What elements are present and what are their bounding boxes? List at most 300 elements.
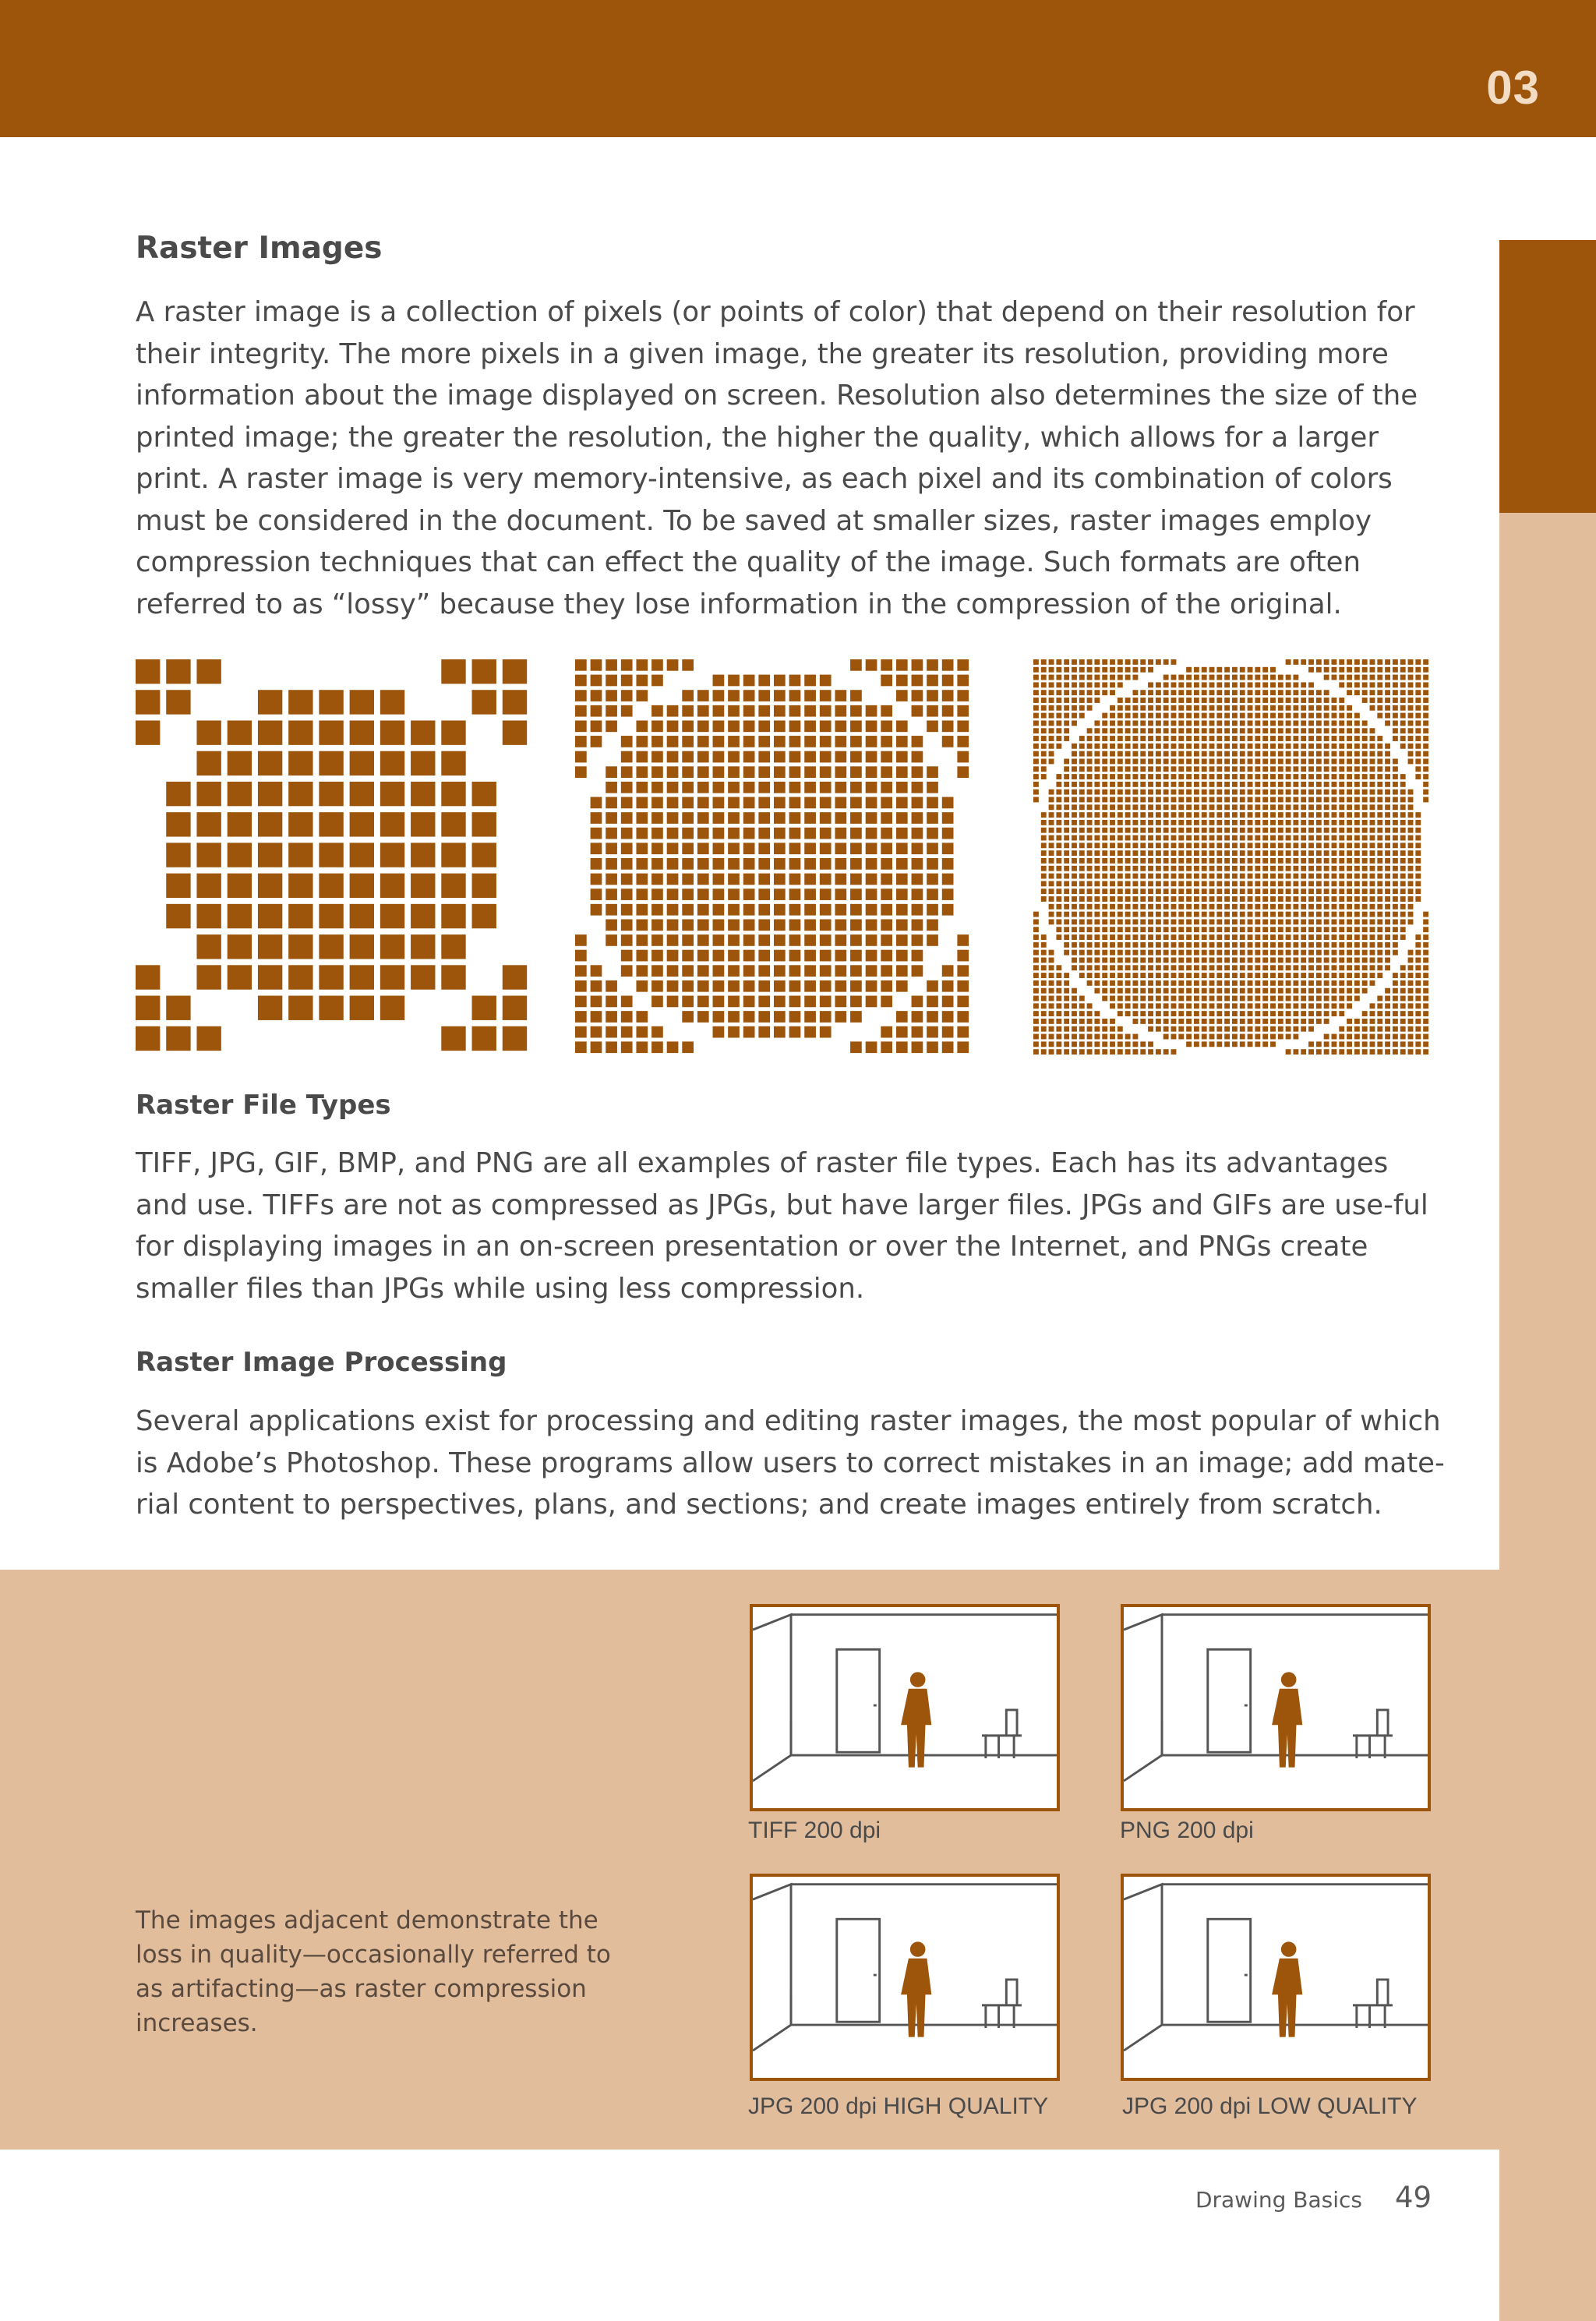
pixel-cell [1194, 812, 1199, 818]
pixel-cell [1370, 698, 1375, 703]
pixel-cell [1370, 881, 1375, 886]
pixel-cell [1232, 736, 1238, 741]
pixel-cell [1133, 1034, 1139, 1040]
pixel-cell [1049, 790, 1054, 795]
pixel-cell [651, 888, 663, 900]
pixel-cell [713, 843, 725, 854]
pixel-cell [411, 934, 435, 959]
pixel-cell [1316, 759, 1322, 765]
pixel-cell [1385, 675, 1390, 680]
pixel-cell [1125, 790, 1131, 795]
pixel-cell [136, 720, 160, 744]
pixel-cell [380, 904, 404, 928]
pixel-cell [1301, 950, 1306, 956]
pixel-cell [1408, 1034, 1414, 1040]
pixel-cell [1408, 835, 1414, 841]
pixel-cell [1156, 698, 1161, 703]
pixel-cell [350, 934, 374, 959]
pixel-cell [575, 980, 587, 992]
pixel-cell [1049, 996, 1054, 1002]
pixel-cell [1079, 896, 1085, 902]
pixel-cell [1324, 835, 1329, 841]
pixel-cell [835, 828, 846, 839]
pixel-cell [1301, 996, 1306, 1002]
pixel-cell [1339, 850, 1344, 856]
pixel-cell [1232, 744, 1238, 749]
pixel-cell [713, 751, 725, 763]
pixel-cell [1133, 850, 1139, 856]
pixel-cell [1148, 950, 1153, 956]
pixel-cell [1133, 812, 1139, 818]
pixel-cell [1102, 912, 1107, 917]
pixel-cell [1354, 843, 1360, 848]
pixel-cell [1102, 896, 1107, 902]
pixel-cell [1393, 927, 1398, 932]
pixel-cell [1209, 843, 1215, 848]
pixel-cell [1278, 835, 1284, 841]
pixel-cell [1240, 790, 1245, 795]
pixel-cell [1079, 912, 1085, 917]
pixel-cell [1278, 958, 1284, 963]
pixel-cell [1202, 736, 1207, 741]
pixel-cell [1079, 866, 1085, 871]
pixel-cell [1393, 728, 1398, 733]
pixel-grid-medium-resolution [575, 659, 973, 1057]
pixel-cell [1255, 1041, 1260, 1047]
pixel-cell [1347, 705, 1352, 711]
pixel-cell [1400, 1003, 1406, 1009]
pixel-cell [896, 934, 908, 946]
pixel-cell [1408, 1003, 1414, 1009]
pixel-cell [1194, 896, 1199, 902]
pixel-cell [1056, 996, 1061, 1002]
pixel-cell [1270, 720, 1276, 726]
pixel-cell [1423, 797, 1428, 803]
pixel-cell [636, 950, 648, 962]
pixel-cell [1240, 858, 1245, 864]
pixel-cell [820, 858, 832, 870]
pixel-cell [850, 934, 862, 946]
pixel-cell [1255, 1034, 1260, 1040]
pixel-grid-high-resolution [1033, 659, 1431, 1057]
pixel-cell [1400, 843, 1406, 848]
pixel-cell [866, 996, 877, 1008]
pixel-cell [1278, 1011, 1284, 1016]
pixel-cell [912, 904, 923, 916]
pixel-cell [1094, 675, 1100, 680]
pixel-cell [1194, 927, 1199, 932]
pixel-cell [728, 782, 740, 793]
pixel-cell [1148, 1049, 1153, 1055]
pixel-cell [912, 858, 923, 870]
pixel-cell [1232, 751, 1238, 757]
pixel-cell [713, 874, 725, 885]
pixel-cell [1148, 659, 1153, 665]
pixel-cell [1262, 858, 1268, 864]
pixel-cell [575, 705, 587, 717]
pixel-cell [1202, 759, 1207, 765]
pixel-cell [1362, 736, 1368, 741]
pixel-cell [1354, 675, 1360, 680]
pixel-cell [1308, 912, 1314, 917]
pixel-cell [1171, 751, 1177, 757]
pixel-cell [1262, 667, 1268, 673]
pixel-cell [1186, 804, 1192, 810]
pixel-cell [942, 858, 954, 870]
pixel-cell [1216, 950, 1222, 956]
pixel-cell [1255, 828, 1260, 833]
pixel-cell [1186, 728, 1192, 733]
pixel-cell [1064, 759, 1069, 765]
pixel-cell [1423, 790, 1428, 795]
pixel-cell [1377, 996, 1382, 1002]
pixel-cell [1286, 942, 1291, 948]
pixel-cell [1087, 881, 1093, 886]
pixel-cell [411, 965, 435, 989]
pixel-cell [1049, 667, 1054, 673]
pixel-cell [1354, 690, 1360, 695]
pixel-cell [1110, 888, 1115, 894]
pixel-cell [1209, 812, 1215, 818]
pixel-cell [1178, 927, 1184, 932]
pixel-cell [1270, 888, 1276, 894]
pixel-cell [1286, 790, 1291, 795]
pixel-cell [1248, 766, 1253, 772]
pixel-cell [1362, 850, 1368, 856]
pixel-cell [1324, 1034, 1329, 1040]
pixel-cell [380, 996, 404, 1020]
pixel-cell [1370, 682, 1375, 687]
pixel-cell [1316, 790, 1322, 795]
pixel-cell [1286, 950, 1291, 956]
pixel-cell [1400, 988, 1406, 994]
pixel-cell [472, 874, 496, 898]
pixel-cell [636, 1041, 648, 1053]
pixel-cell [1056, 774, 1061, 779]
pixel-cell [1087, 1049, 1093, 1055]
pixel-cell [1377, 950, 1382, 956]
pixel-cell [1324, 888, 1329, 894]
pixel-cell [1316, 996, 1322, 1002]
pixel-cell [697, 843, 709, 854]
pixel-cell [1133, 843, 1139, 848]
pixel-cell [1133, 766, 1139, 772]
pixel-cell [1270, 667, 1276, 673]
pixel-cell [1224, 790, 1230, 795]
pixel-cell [1240, 1034, 1245, 1040]
pixel-cell [1255, 904, 1260, 910]
pixel-cell [1224, 850, 1230, 856]
pixel-cell [1362, 912, 1368, 917]
pixel-cell [1400, 659, 1406, 665]
pixel-cell [682, 659, 694, 671]
pixel-cell [1140, 1049, 1146, 1055]
pixel-cell [1064, 950, 1069, 956]
pixel-cell [1347, 942, 1352, 948]
pixel-cell [1362, 759, 1368, 765]
pixel-cell [682, 828, 694, 839]
pixel-cell [1163, 835, 1169, 841]
pixel-cell [1301, 828, 1306, 833]
pixel-cell [682, 766, 694, 778]
pixel-cell [1293, 1026, 1298, 1032]
pixel-cell [1094, 804, 1100, 810]
pixel-cell [503, 1026, 527, 1051]
pixel-cell [1332, 728, 1337, 733]
pixel-cell [1240, 698, 1245, 703]
pixel-cell [1156, 988, 1161, 994]
pixel-cell [881, 888, 892, 900]
pixel-cell [1087, 1041, 1093, 1047]
pixel-cell [1087, 866, 1093, 871]
pixel-cell [1362, 919, 1368, 924]
pixel-cell [1262, 690, 1268, 695]
pixel-cell [1278, 912, 1284, 917]
pixel-cell [1171, 919, 1177, 924]
pixel-cell [1347, 988, 1352, 994]
pixel-cell [1224, 1011, 1230, 1016]
pixel-cell [1186, 682, 1192, 687]
pixel-cell [651, 919, 663, 931]
pixel-cell [472, 659, 496, 684]
pixel-cell [1118, 950, 1123, 956]
pixel-cell [1178, 804, 1184, 810]
pixel-cell [1408, 874, 1414, 879]
pixel-cell [1171, 881, 1177, 886]
pixel-cell [1033, 728, 1039, 733]
pixel-cell [697, 950, 709, 962]
pixel-cell [1186, 850, 1192, 856]
pixel-cell [1079, 965, 1085, 970]
pixel-cell [1064, 804, 1069, 810]
pixel-cell [319, 904, 343, 928]
pixel-cell [1156, 888, 1161, 894]
pixel-cell [1064, 980, 1069, 986]
pixel-cell [1224, 958, 1230, 963]
pixel-cell [728, 919, 740, 931]
pixel-cell [1049, 820, 1054, 825]
pixel-cell [1148, 828, 1153, 833]
pixel-cell [1140, 835, 1146, 841]
pixel-cell [758, 1026, 770, 1038]
pixel-cell [1079, 744, 1085, 749]
pixel-cell [1332, 790, 1337, 795]
pixel-cell [1423, 667, 1428, 673]
pixel-cell [472, 904, 496, 928]
pixel-cell [743, 1011, 755, 1023]
pixel-cell [1178, 980, 1184, 986]
pixel-cell [1041, 866, 1047, 871]
pixel-cell [912, 1041, 923, 1053]
pixel-cell [1354, 965, 1360, 970]
pixel-cell [1415, 812, 1421, 818]
pixel-cell [1362, 866, 1368, 871]
pixel-cell [1216, 973, 1222, 978]
pixel-cell [1278, 1019, 1284, 1024]
pixel-cell [1079, 736, 1085, 741]
pixel-cell [1354, 881, 1360, 886]
pixel-cell [1209, 744, 1215, 749]
pixel-cell [1178, 744, 1184, 749]
pixel-cell [1133, 1011, 1139, 1016]
pixel-cell [1370, 820, 1375, 825]
pixel-cell [621, 934, 633, 946]
pixel-cell [1385, 942, 1390, 948]
pixel-cell [820, 705, 832, 717]
pixel-cell [1186, 751, 1192, 757]
pixel-cell [1140, 828, 1146, 833]
pixel-cell [1240, 804, 1245, 810]
pixel-cell [743, 874, 755, 885]
pixel-cell [1216, 843, 1222, 848]
pixel-cell [1140, 904, 1146, 910]
pixel-cell [1377, 1026, 1382, 1032]
pixel-cell [1094, 774, 1100, 779]
pixel-cell [1163, 988, 1169, 994]
pixel-cell [1332, 980, 1337, 986]
pixel-cell [1140, 988, 1146, 994]
pixel-cell [667, 828, 679, 839]
pixel-cell [697, 720, 709, 732]
pixel-cell [1278, 888, 1284, 894]
pixel-cell [1049, 690, 1054, 695]
pixel-cell [1041, 1041, 1047, 1047]
pixel-cell [1079, 850, 1085, 856]
comparison-label-tiff: TIFF 200 dpi [748, 1818, 881, 1843]
pixel-cell [1194, 958, 1199, 963]
pixel-cell [1216, 896, 1222, 902]
pixel-cell [1332, 874, 1337, 879]
pixel-cell [1354, 904, 1360, 910]
pixel-cell [1125, 965, 1131, 970]
pixel-cell [1148, 820, 1153, 825]
pixel-cell [1316, 912, 1322, 917]
pixel-cell [927, 843, 938, 854]
pixel-cell [1301, 744, 1306, 749]
pixel-cell [1308, 690, 1314, 695]
pixel-cell [1324, 744, 1329, 749]
pixel-cell [1347, 659, 1352, 665]
pixel-cell [591, 1041, 602, 1053]
pixel-cell [1324, 942, 1329, 948]
pixel-cell [288, 690, 312, 714]
pixel-cell [835, 888, 846, 900]
pixel-cell [1423, 744, 1428, 749]
pixel-cell [1240, 835, 1245, 841]
pixel-cell [1385, 667, 1390, 673]
pixel-cell [1186, 927, 1192, 932]
pixel-cell [1255, 874, 1260, 879]
pixel-cell [1278, 682, 1284, 687]
pixel-cell [758, 934, 770, 946]
pixel-cell [1324, 690, 1329, 695]
pixel-cell [758, 751, 770, 763]
pixel-cell [1286, 782, 1291, 787]
pixel-cell [651, 659, 663, 671]
pixel-cell [1033, 659, 1039, 665]
pixel-cell [697, 782, 709, 793]
pixel-cell [1415, 667, 1421, 673]
pixel-cell [1415, 850, 1421, 856]
pixel-cell [1049, 835, 1054, 841]
pixel-cell [1400, 828, 1406, 833]
pixel-cell [472, 1026, 496, 1051]
pixel-cell [1293, 759, 1298, 765]
pixel-cell [1316, 1041, 1322, 1047]
pixel-cell [1133, 881, 1139, 886]
pixel-cell [682, 797, 694, 809]
pixel-cell [1163, 965, 1169, 970]
pixel-cell [1125, 843, 1131, 848]
pixel-cell [1049, 1041, 1054, 1047]
pixel-cell [1377, 766, 1382, 772]
pixel-cell [1178, 766, 1184, 772]
pixel-cell [789, 705, 801, 717]
pixel-cell [1216, 675, 1222, 680]
pixel-cell [1377, 1041, 1382, 1047]
pixel-cell [1262, 1003, 1268, 1009]
pixel-cell [1332, 973, 1337, 978]
pixel-cell [1324, 713, 1329, 719]
pixel-cell [1347, 782, 1352, 787]
pixel-cell [820, 950, 832, 962]
pixel-cell [1339, 919, 1344, 924]
pixel-cell [1125, 850, 1131, 856]
pixel-cell [1156, 820, 1161, 825]
pixel-cell [1087, 782, 1093, 787]
pixel-cell [1385, 896, 1390, 902]
pixel-cell [1094, 942, 1100, 948]
pixel-cell [942, 1041, 954, 1053]
pixel-cell [1163, 1003, 1169, 1009]
pixel-cell [1370, 965, 1375, 970]
pixel-cell [1393, 896, 1398, 902]
pixel-cell [713, 690, 725, 701]
pixel-cell [1094, 919, 1100, 924]
pixel-cell [1393, 996, 1398, 1002]
pixel-cell [1278, 1034, 1284, 1040]
pixel-cell [1049, 804, 1054, 810]
pixel-cell [1118, 996, 1123, 1002]
pixel-cell [1110, 919, 1115, 924]
pixel-cell [441, 843, 465, 867]
pixel-cell [1041, 1019, 1047, 1024]
pixel-cell [1286, 866, 1291, 871]
pixel-cell [350, 843, 374, 867]
pixel-cell [1408, 736, 1414, 741]
pixel-cell [1209, 927, 1215, 932]
pixel-cell [1324, 782, 1329, 787]
pixel-cell [1347, 667, 1352, 673]
pixel-cell [804, 720, 816, 732]
pixel-cell [942, 797, 954, 809]
pixel-cell [1301, 896, 1306, 902]
pixel-cell [1270, 828, 1276, 833]
pixel-cell [835, 736, 846, 747]
pixel-cell [1377, 713, 1382, 719]
pixel-cell [1293, 698, 1298, 703]
pixel-cell [667, 659, 679, 671]
pixel-cell [1270, 980, 1276, 986]
pixel-cell [228, 874, 252, 898]
pixel-cell [1293, 996, 1298, 1002]
pixel-cell [1385, 705, 1390, 711]
pixel-cell [1216, 751, 1222, 757]
pixel-cell [1393, 1049, 1398, 1055]
pixel-cell [1339, 1026, 1344, 1032]
pixel-cell [1408, 751, 1414, 757]
pixel-cell [1186, 965, 1192, 970]
